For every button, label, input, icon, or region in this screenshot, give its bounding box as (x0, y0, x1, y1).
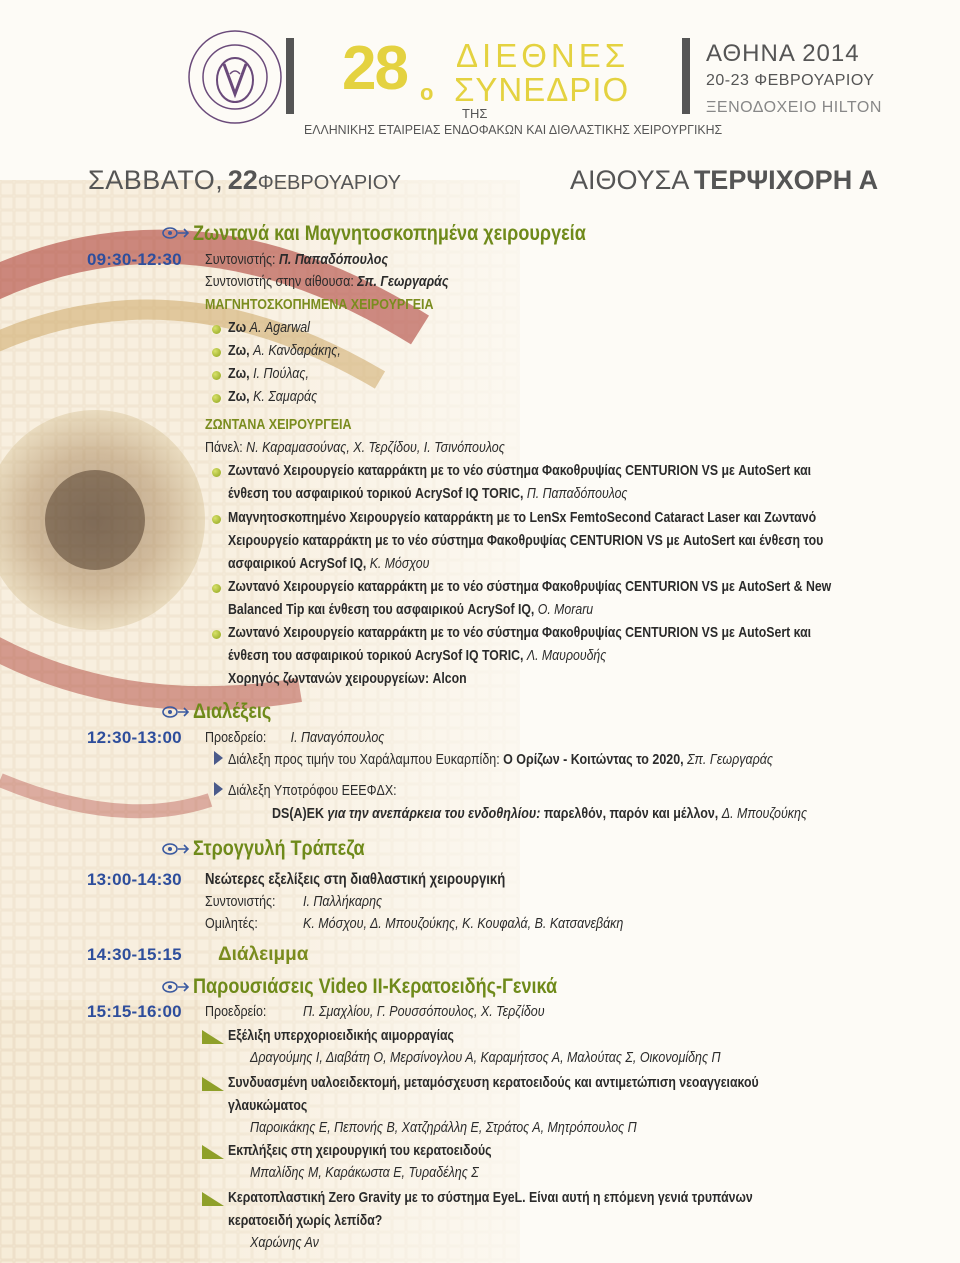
day-number: 22 (227, 165, 258, 195)
room-label: ΑΙΘΟΥΣΑ (570, 165, 690, 195)
lecture-2-title-b: για την ανεπάρκεια του ενδοθηλίου: (327, 806, 541, 822)
chair-label: Προεδρείο: (205, 730, 267, 746)
video-title-cont: κερατοειδή χωρίς λεπίδα? (228, 1212, 383, 1229)
lecture-1 (228, 752, 773, 768)
section-title-video-presentations: Παρουσιάσεις Video ΙΙ-Κερατοειδής-Γενικά (193, 975, 558, 998)
rt-speakers: Κ. Μόσχου, Δ. Μπουζούκης, Κ. Κουφαλά, Β. Κατσανεβάκη (303, 916, 624, 932)
chair-names-4: Π. Σμαχλίου, Γ. Ρουσσόπουλος, Χ. Τερζίδου (303, 1004, 545, 1020)
room-coordinator-name: Σπ. Γεωργαράς (357, 274, 449, 290)
time-slot-2: 12:30-13:00 (87, 728, 182, 747)
congress-number: 28 (342, 34, 407, 103)
lecture-arrow-icon (214, 782, 223, 796)
live-item-line (228, 555, 429, 572)
bullet-icon (212, 468, 221, 477)
video-triangle-icon (202, 1192, 224, 1206)
rt-speakers-label: Ομιλητές: (205, 916, 258, 932)
lecture-1-speaker: Σπ. Γεωργαράς (687, 752, 773, 768)
live-item-text: ασφαιρικού AcrySof IQ, (228, 555, 367, 572)
time-slot-1: 09:30-12:30 (87, 250, 182, 269)
video-triangle-icon (202, 1030, 224, 1044)
event-city: ΑΘΗΝΑ 2014 (706, 40, 860, 67)
section-eye-arrow-icon (162, 225, 190, 241)
video-title: Εκπλήξεις στη χειρουργική του κερατοειδούς (228, 1142, 492, 1159)
day-weekday: ΣΑΒΒΑΤΟ, (88, 165, 224, 195)
congress-ordinal: ο (420, 80, 434, 105)
break-label: Διάλειμμα (218, 944, 309, 965)
panel-line (205, 440, 505, 456)
video-title: Κερατοπλαστική Zero Gravity με το σύστημα EyeL. Είναι αυτή η επόμενη γενιά τρυπάνων (228, 1189, 753, 1206)
round-table-topic: Νεώτερες εξελίξεις στη διαθλαστική χειρουργική (205, 871, 506, 888)
coordinator-name: Π. Παπαδόπουλος (278, 252, 389, 268)
room-coordinator-label: Συντονιστής στην αίθουσα: (205, 274, 354, 290)
live-item-surgeon: Π. Παπαδόπουλος (526, 485, 628, 502)
live-item-line: Ζωντανό Χειρουργείο καταρράκτη με το νέο σύστημα Φακοθρυψίας CENTURION VS με AutoSert και (228, 624, 812, 641)
section-eye-arrow-icon (162, 841, 190, 857)
recorded-item-title: Ζω, (228, 343, 250, 359)
video-authors: Χαρώνης Αν (250, 1235, 319, 1251)
video-authors: Μπαλίδης Μ, Καράκωστα Ε, Τυραδέλης Σ (250, 1165, 479, 1181)
lecture-2-speaker: Δ. Μπουζούκης (721, 806, 808, 822)
congress-the: ΤΗΣ (462, 106, 488, 121)
bullet-icon (212, 325, 221, 334)
room-heading (570, 165, 878, 196)
video-title: Συνδυασμένη υαλοειδεκτομή, μεταμόσχευση κερατοειδούς και αντιμετώπιση νεοαγγειακού (228, 1074, 759, 1091)
section-title-round-table: Στρογγυλή Τράπεζα (193, 837, 365, 860)
recorded-item (228, 320, 310, 336)
day-heading (88, 165, 401, 196)
live-item-line (228, 485, 627, 502)
chair-name: Ι. Παναγόπουλος (290, 730, 385, 746)
bullet-icon (212, 584, 221, 593)
live-item-surgeon: O. Moraru (537, 601, 594, 618)
bullet-icon (212, 630, 221, 639)
video-title-cont: γλαυκώματος (228, 1097, 308, 1114)
video-triangle-icon (202, 1145, 224, 1159)
event-hotel: ΞΕΝΟΔΟΧΕΙΟ HILTON (706, 99, 882, 116)
section-eye-arrow-icon (162, 979, 190, 995)
header-divider-left (286, 38, 294, 114)
sponsor-line: Χορηγός ζωντανών χειρουργείων: Alcon (228, 670, 467, 687)
bullet-icon (212, 348, 221, 357)
recorded-item-title: Ζω, (228, 366, 250, 382)
bullet-icon (212, 371, 221, 380)
recorded-item-author: Κ. Σαμαράς (253, 389, 318, 405)
section-title-lectures: Διαλέξεις (193, 700, 272, 723)
video-triangle-icon (202, 1077, 224, 1091)
time-slot-4: 15:15-16:00 (87, 1002, 182, 1021)
live-item-line: Ζωντανό Χειρουργείο καταρράκτη με το νέο σύστημα Φακοθρυψίας CENTURION VS με AutoSert & New (228, 578, 832, 595)
lecture-1-title: Ο Ορίζων - Κοιτώντας το 2020, (503, 752, 684, 768)
live-item-line (228, 647, 606, 664)
recorded-item-title: Ζω, (228, 389, 250, 405)
lecture-2-prefix: Διάλεξη Υποτρόφου ΕΕΕΦΔΧ: (228, 783, 397, 799)
coordinator-line (205, 252, 388, 268)
recorded-item (228, 389, 317, 405)
recorded-item-author: Ι. Πούλας, (253, 366, 309, 382)
live-item-line (228, 601, 593, 618)
lecture-2-title-c: παρελθόν, παρόν και μέλλον, (543, 806, 719, 822)
bullet-icon (212, 515, 221, 524)
chair-line (205, 730, 384, 746)
room-name: ΤΕΡΨΙΧΟΡΗ Α (693, 165, 879, 195)
recorded-item-title: Ζω (228, 320, 247, 336)
panel-names: Ν. Καραμασούνας, Χ. Τερζίδου, Ι. Τσινόπουλος (246, 440, 505, 456)
time-slot-3: 13:00-14:30 (87, 870, 182, 889)
recorded-item (228, 366, 309, 382)
congress-title-2: ΣΥΝΕΔΡΙΟ (454, 71, 630, 108)
lecture-2 (272, 806, 807, 822)
congress-title-1: ΔΙΕΘΝΕΣ (456, 37, 630, 74)
recorded-heading: ΜΑΓΝΗΤΟΣΚΟΠΗΜΕΝΑ ΧΕΙΡΟΥΡΓΕΙΑ (205, 297, 434, 313)
recorded-item (228, 343, 341, 359)
live-item-text: ένθεση του ασφαιρικού τορικού AcrySof IQ TORIC, (228, 647, 524, 664)
rt-coordinator-name: Ι. Παλλήκαρης (303, 894, 383, 910)
live-item-line: Χειρουργείο καταρράκτη με το νέο σύστημα Φακοθρυψίας CENTURION VS με AutoSert και ένθεση του (228, 532, 824, 549)
panel-label: Πάνελ: (205, 440, 243, 456)
live-item-text: Balanced Tip και ένθεση του ασφαιρικού AcrySof IQ, (228, 601, 535, 618)
live-heading: ΖΩΝΤΑΝΑ ΧΕΙΡΟΥΡΓΕΙΑ (205, 417, 352, 433)
chair-label-4: Προεδρείο: (205, 1004, 267, 1020)
lecture-2-title-a: DS(A)EK (272, 806, 324, 822)
coordinator-label: Συντονιστής: (205, 252, 276, 268)
lecture-arrow-icon (214, 751, 223, 765)
time-slot-break: 14:30-15:15 (87, 945, 182, 964)
rt-coordinator-label: Συντονιστής: (205, 894, 276, 910)
section-eye-arrow-icon (162, 704, 190, 720)
logo-emblem-icon (186, 28, 284, 126)
event-dates: 20-23 ΦΕΒΡΟΥΑΡΙΟΥ (706, 72, 875, 89)
live-item-line: Ζωντανό Χειρουργείο καταρράκτη με το νέο σύστημα Φακοθρυψίας CENTURION VS με AutoSert και (228, 462, 812, 479)
live-item-surgeon: Λ. Μαυρουδής (526, 647, 607, 664)
recorded-item-author: Α. Κανδαράκης, (253, 343, 341, 359)
bullet-icon (212, 394, 221, 403)
header-divider-right (682, 38, 690, 114)
recorded-item-author: Α. Agarwal (249, 320, 310, 336)
day-month: ΦΕΒΡΟΥΑΡΙΟΥ (257, 172, 401, 194)
live-item-line: Μαγνητοσκοπημένο Χειρουργείο καταρράκτη με το LenSx FemtoSecond Cataract Laser και Ζωντανό (228, 509, 817, 526)
video-title: Εξέλιξη υπερχοριοειδικής αιμορραγίας (228, 1027, 454, 1044)
room-coordinator-line (205, 274, 449, 290)
live-item-text: ένθεση του ασφαιρικού τορικού AcrySof IQ TORIC, (228, 485, 524, 502)
video-authors: Δραγούμης Ι, Διαβάτη Ο, Μερσίνογλου Α, Καραμήτσος Α, Μαλούτας Σ, Οικονομίδης Π (250, 1050, 721, 1066)
society-logo (186, 28, 284, 126)
lecture-1-prefix: Διάλεξη προς τιμήν του Χαράλαμπου Ευκαρπίδη: (228, 752, 500, 768)
society-name: ΕΛΛΗΝΙΚΗΣ ΕΤΑΙΡΕΙΑΣ ΕΝΔΟΦΑΚΩΝ ΚΑΙ ΔΙΘΛΑΣΤΙΚΗΣ ΧΕΙΡΟΥΡΓΙΚΗΣ (304, 122, 723, 137)
live-item-surgeon: Κ. Μόσχου (369, 555, 430, 572)
section-title-live-surgery: Ζωντανά και Μαγνητοσκοπημένα χειρουργεία (193, 222, 586, 245)
video-authors: Παροικάκης Ε, Πεπονής Β, Χατζηράλλη Ε, Στράτος Α, Μητρόπουλος Π (250, 1120, 637, 1136)
